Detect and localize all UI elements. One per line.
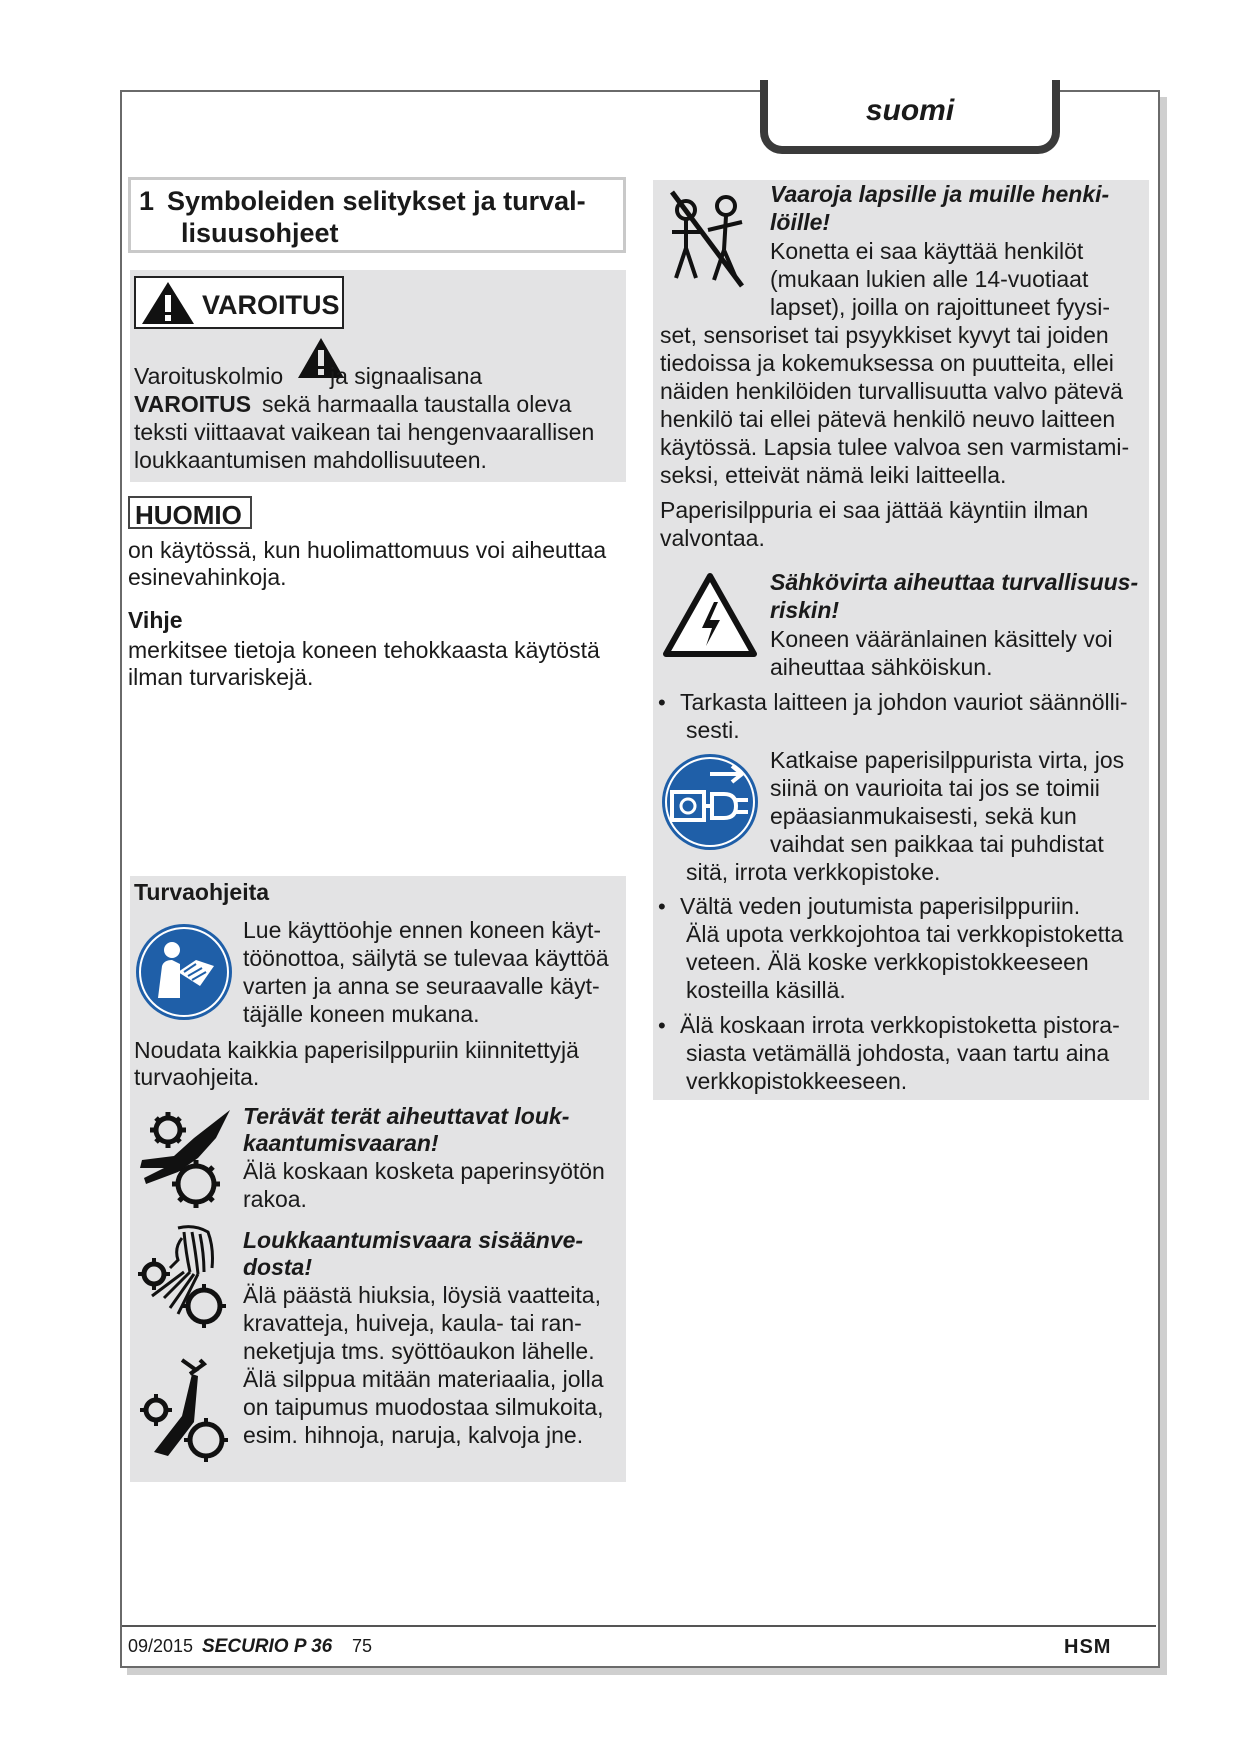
sharp-blades-hand-icon <box>134 1108 234 1208</box>
safety-title: Turvaohjeita <box>134 879 270 905</box>
children-text-line2: (mukaan lukien alle 14-vuotiaat <box>770 266 1089 292</box>
blades-title-line2: kaantumisvaaran! <box>243 1130 439 1156</box>
plug-removal-line1: Älä koskaan irrota verkkopistoketta pistora- <box>680 1012 1120 1038</box>
children-title-line1: Vaaroja lapsille ja muille henki- <box>770 181 1110 207</box>
intake-text-line3: neketjuja tms. syöttöaukon lähelle. <box>243 1338 595 1364</box>
plug-removal-line3: verkkopistokkeeseen. <box>686 1068 908 1094</box>
warning-text-line4: loukkaantumisen mahdollisuuteen. <box>134 447 487 473</box>
water-line3: veteen. Älä koske verkkopistokkeeseen <box>686 949 1089 975</box>
check-damage-line2: sesti. <box>686 717 740 743</box>
section-title-line2: lisuusohjeet <box>181 218 339 248</box>
water-line1: Vältä veden joutumista paperisilppuriin. <box>680 893 1081 919</box>
read-manual-line1: Lue käyttöohje ennen koneen käyt- <box>243 917 602 943</box>
check-damage-line1: Tarkasta laitteen ja johdon vauriot säännölli- <box>680 689 1128 715</box>
warning-text-line1a: Varoituskolmio <box>134 363 284 389</box>
children-title-line2: löille! <box>770 209 831 235</box>
unplug-icon <box>660 752 760 852</box>
water-line2: Älä upota verkkojohtoa tai verkkopistoketta <box>686 921 1124 947</box>
unattended-line1: Paperisilppuria ei saa jättää käyntiin ilman <box>660 497 1089 523</box>
read-manual-line3: varten ja anna se seuraavalle käyt- <box>243 973 600 999</box>
unplug-text-line3: epäasianmukaisesti, sekä kun <box>770 803 1077 829</box>
notice-text-line1: on käytössä, kun huolimattomuus voi aiheuttaa <box>128 537 607 563</box>
intake-text-line5: on taipumus muodostaa silmukoita, <box>243 1394 604 1420</box>
footer-model: SECURIO P 36 <box>202 1636 333 1657</box>
children-text-line4: set, sensoriset tai psyykkiset kyvyt tai joiden <box>660 322 1109 348</box>
electric-text-line2: aiheuttaa sähköiskun. <box>770 654 993 680</box>
electric-hazard-icon <box>662 572 758 658</box>
language-tab <box>760 80 1060 154</box>
hair-entanglement-icon <box>134 1224 234 1328</box>
children-text-line1: Konetta ei saa käyttää henkilöt <box>770 238 1084 264</box>
intake-title-line1: Loukkaantumisvaara sisäänve- <box>243 1227 584 1253</box>
blades-text-line1: Älä koskaan kosketa paperinsyötön <box>243 1158 605 1184</box>
read-manual-line2: töönottoa, säilytä se tulevaa käyttöä <box>243 945 609 971</box>
unplug-text-line4: vaihdat sen paikkaa tai puhdistat <box>770 831 1104 857</box>
bullet-dot: • <box>658 690 666 715</box>
blades-text-line2: rakoa. <box>243 1186 307 1212</box>
plug-removal-line2: siasta vetämällä johdosta, vaan tartu aina <box>686 1040 1110 1066</box>
section-number: 1 <box>139 186 155 216</box>
bullet-dot: • <box>658 1013 666 1038</box>
unplug-text-line2: siinä on vaurioita tai jos se toimii <box>770 775 1100 801</box>
children-text-line5: tiedoissa ja kokemuksessa on puutteita, ellei <box>660 350 1114 376</box>
intake-text-line6: esim. hihnoja, naruja, kalvoja jne. <box>243 1422 584 1448</box>
bullet-dot: • <box>658 894 666 919</box>
warning-text-line1b: ja signaalisana <box>330 363 483 389</box>
footer-brand-logo: HSM <box>1064 1636 1112 1658</box>
children-text-line6: näiden henkilöiden turvallisuutta valvo pätevä <box>660 378 1123 404</box>
follow-instructions-line2: turvaohjeita. <box>134 1064 260 1090</box>
section-title-line1: Symboleiden selitykset ja turval- <box>167 186 586 216</box>
intake-text-line4: Älä silppua mitään materiaalia, jolla <box>243 1366 604 1392</box>
follow-instructions-line1: Noudata kaikkia paperisilppuriin kiinnitettyjä <box>134 1037 579 1063</box>
tip-text-line1: merkitsee tietoja koneen tehokkaasta käytöstä <box>128 637 600 663</box>
language-label: suomi <box>865 94 955 127</box>
unattended-line2: valvontaa. <box>660 525 765 551</box>
warning-text-line3: teksti viittaavat vaikean tai hengenvaarallisen <box>134 419 595 445</box>
warning-badge-label: VAROITUS <box>202 290 340 320</box>
unplug-text-line5: sitä, irrota verkkopistoke. <box>686 859 941 885</box>
notice-badge <box>128 496 252 529</box>
children-text-line9: seksi, etteivät nämä leiki laitteella. <box>660 462 1007 488</box>
notice-text-line2: esinevahinkoja. <box>128 564 287 590</box>
tip-title: Vihje <box>128 607 183 633</box>
no-children-icon <box>662 186 752 296</box>
children-text-line8: käytössä. Lapsia tulee valvoa sen varmistami- <box>660 434 1130 460</box>
warning-triangle-icon <box>140 280 196 326</box>
blades-title-line1: Terävät terät aiheuttavat louk- <box>243 1103 570 1129</box>
intake-title-line2: dosta! <box>243 1254 312 1280</box>
electric-title-line1: Sähkövirta aiheuttaa turvallisuus- <box>770 569 1139 595</box>
section-title-box <box>128 177 626 253</box>
read-manual-icon <box>134 922 234 1022</box>
tip-text-line2: ilman turvariskejä. <box>128 664 314 690</box>
footer-date: 09/2015 <box>128 1636 194 1656</box>
children-text-line3: lapset), joilla on rajoittuneet fyysi- <box>770 294 1111 320</box>
water-line4: kosteilla käsillä. <box>686 977 846 1003</box>
footer-page-number: 75 <box>352 1636 373 1656</box>
intake-text-line1: Älä päästä hiuksia, löysiä vaatteita, <box>243 1282 601 1308</box>
unplug-text-line1: Katkaise paperisilppurista virta, jos <box>770 747 1125 773</box>
electric-text-line1: Koneen vääränlainen käsittely voi <box>770 626 1113 652</box>
electric-title-line2: riskin! <box>770 597 840 623</box>
tie-entanglement-icon <box>134 1356 234 1460</box>
footer-divider <box>122 1625 1156 1627</box>
intake-text-line2: kravatteja, huiveja, kaula- tai ran- <box>243 1310 582 1336</box>
read-manual-line4: täjälle koneen mukana. <box>243 1001 480 1027</box>
notice-badge-label: HUOMIO <box>135 500 242 530</box>
children-text-line7: henkilö tai ellei pätevä henkilö neuvo laitteen <box>660 406 1116 432</box>
warning-signal-word: VAROITUS <box>134 391 252 417</box>
warning-badge <box>134 276 344 329</box>
warning-text-line2: sekä harmaalla taustalla oleva <box>262 391 572 417</box>
